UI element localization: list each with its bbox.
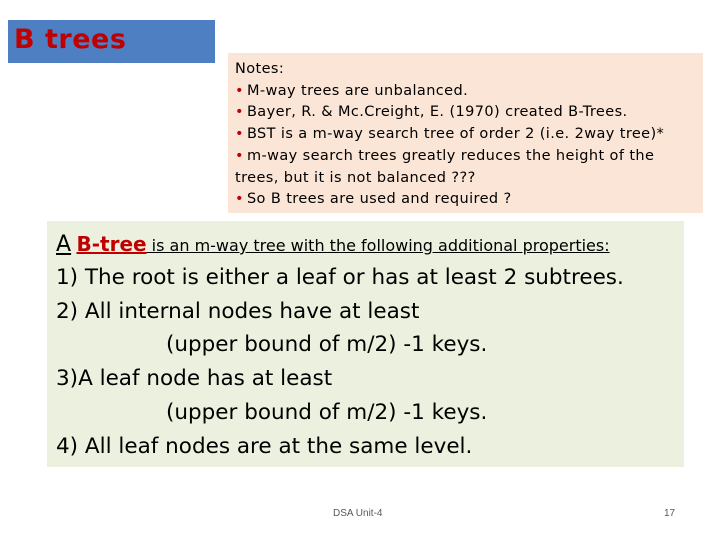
definition-term: B-tree — [76, 232, 147, 256]
property-item-continuation: (upper bound of m/2) -1 keys. — [166, 399, 488, 425]
notes-item: • Bayer, R. & Mc.Creight, E. (1970) created B-Trees. — [235, 104, 628, 121]
slide-title: B trees — [14, 24, 127, 55]
notes-item-continuation: trees, but it is not balanced ??? — [235, 169, 476, 186]
definition-box — [47, 221, 684, 467]
property-item: 2) All internal nodes have at least — [56, 298, 420, 324]
definition-lead-text: is an m-way tree with the following additional properties: — [146, 236, 610, 255]
notes-heading: Notes: — [235, 61, 285, 77]
bullet-icon: • — [235, 126, 244, 143]
property-item: 4) All leaf nodes are at the same level. — [56, 433, 473, 459]
property-item: 1) The root is either a leaf or has at least 2 subtrees. — [56, 265, 624, 290]
property-item: 3)A leaf node has at least — [56, 366, 333, 392]
notes-item: • M-way trees are unbalanced. — [235, 82, 469, 99]
notes-item: • BST is a m-way search tree of order 2 (i.e. 2way tree)* — [235, 126, 665, 143]
bullet-icon: • — [235, 82, 244, 99]
notes-box — [228, 53, 703, 213]
page-number: 17 — [664, 508, 676, 519]
property-item-continuation: (upper bound of m/2) -1 keys. — [166, 332, 488, 358]
notes-item: • m-way search trees greatly reduces the height of the — [235, 147, 655, 164]
definition-article: A — [56, 232, 72, 257]
footer-label: DSA Unit-4 — [333, 508, 383, 519]
bullet-icon: • — [235, 147, 244, 164]
bullet-icon: • — [235, 104, 244, 121]
title-banner — [8, 20, 215, 63]
bullet-icon: • — [235, 191, 244, 208]
notes-item: • So B trees are used and required ? — [235, 191, 512, 208]
definition-lead — [56, 229, 684, 261]
